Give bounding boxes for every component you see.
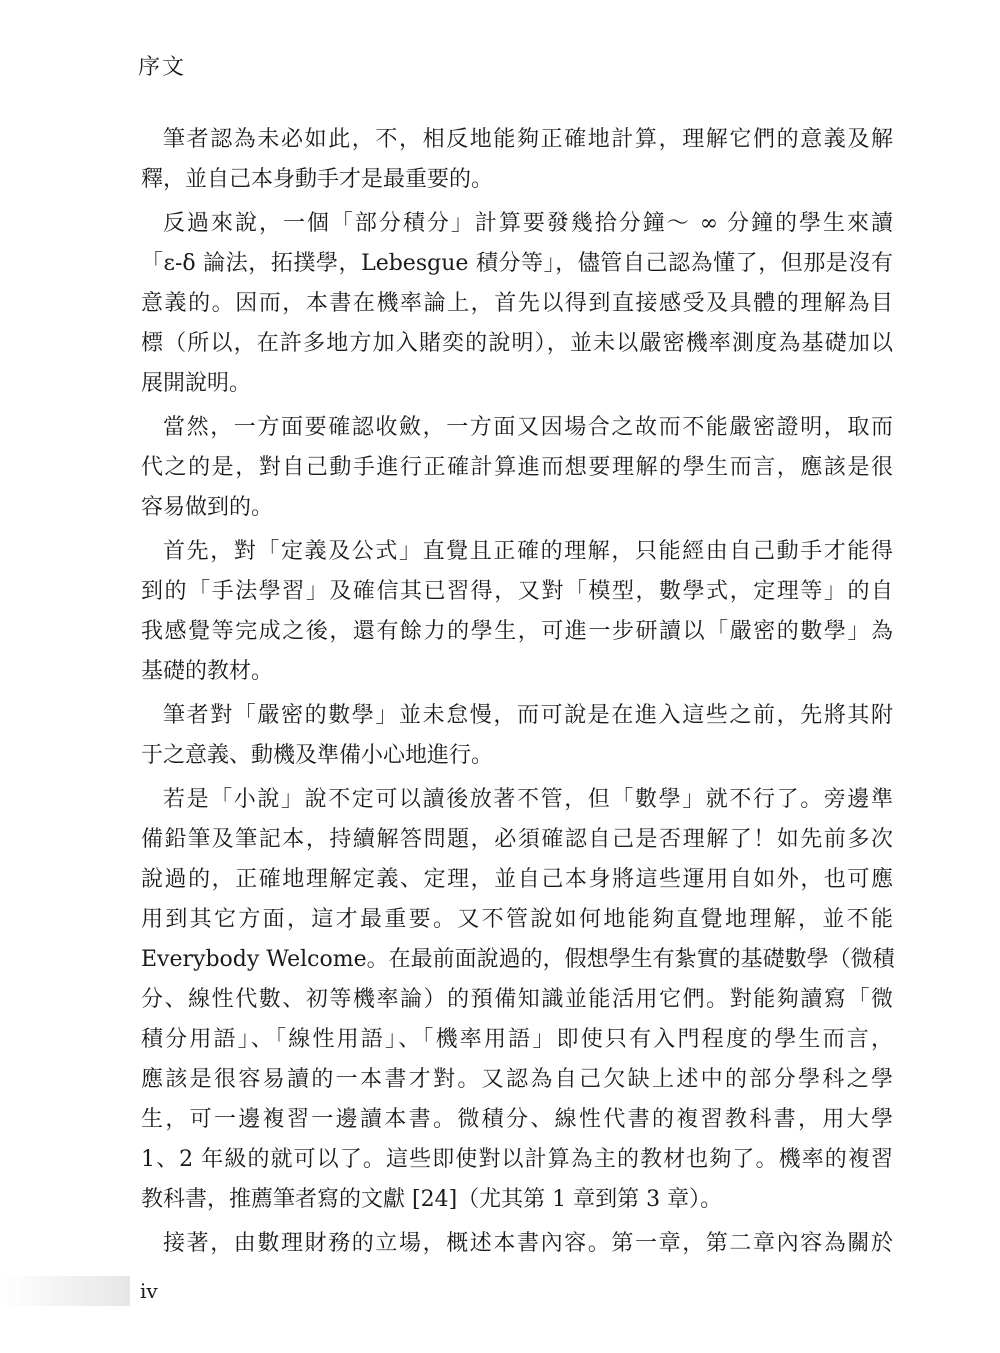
text-line: 于之意義、動機及準備小心地進行。 — [141, 743, 494, 768]
text-line: 備鉛筆及筆記本，持續解答問題，必須確認自己是否理解了！如先前多次 — [141, 827, 893, 852]
page-footer — [0, 1276, 1000, 1306]
text-line: 「ε-δ 論法，拓撲學，Lebesgue 積分等」，儘管自己認為懂了，但那是沒有 — [141, 251, 893, 276]
text-line: 容易做到的。 — [141, 495, 274, 520]
text-line: 意義的。因而，本書在機率論上，首先以得到直接感受及具體的理解為目 — [141, 291, 893, 316]
footer-bar — [0, 1276, 130, 1306]
text-line: 代之的是，對自己動手進行正確計算進而想要理解的學生而言，應該是很 — [141, 455, 893, 480]
text-line: 到的「手法學習」及確信其已習得，又對「模型，數學式，定理等」的自 — [141, 579, 893, 604]
paragraph — [141, 1224, 893, 1264]
text-line: 標（所以，在許多地方加入賭奕的說明），並未以嚴密機率測度為基礎加以 — [141, 331, 893, 356]
text-line: 基礎的教材。 — [141, 659, 274, 684]
body-text — [141, 120, 893, 1268]
page-header-title: 序文 — [138, 55, 187, 80]
text-line: 展開說明。 — [141, 371, 252, 396]
paragraph — [141, 696, 893, 776]
text-line: 筆者認為未必如此，不，相反地能夠正確地計算，理解它們的意義及解 — [163, 127, 893, 152]
page-number: iv — [140, 1279, 158, 1303]
text-line: 應該是很容易讀的一本書才對。又認為自己欠缺上述中的部分學科之學 — [141, 1067, 893, 1092]
text-line: 釋，並自己本身動手才是最重要的。 — [141, 167, 494, 192]
text-line: 當然，一方面要確認收斂，一方面又因場合之故而不能嚴密證明，取而 — [163, 415, 893, 440]
paragraph — [141, 408, 893, 528]
paragraph — [141, 780, 893, 1220]
text-line: 1、2 年級的就可以了。這些即使對以計算為主的教材也夠了。機率的複習 — [141, 1147, 893, 1172]
text-line: Everybody Welcome。在最前面說過的，假想學生有紮實的基礎數學（微積 — [141, 947, 895, 972]
text-line: 我感覺等完成之後，還有餘力的學生，可進一步研讀以「嚴密的數學」為 — [141, 619, 893, 644]
text-line: 用到其它方面，這才最重要。又不管說如何地能夠直覺地理解，並不能 — [141, 907, 893, 932]
text-line: 若是「小說」說不定可以讀後放著不管，但「數學」就不行了。旁邊準 — [163, 787, 893, 812]
text-line: 分、線性代數、初等機率論）的預備知識並能活用它們。對能夠讀寫「微 — [141, 987, 893, 1012]
text-line: 反過來說，一個「部分積分」計算要發幾拾分鐘～ ∞ 分鐘的學生來讀 — [163, 211, 893, 236]
text-line: 接著，由數理財務的立場，概述本書內容。第一章，第二章內容為關於 — [163, 1231, 893, 1256]
text-line: 首先，對「定義及公式」直覺且正確的理解，只能經由自己動手才能得 — [163, 539, 893, 564]
text-line: 說過的，正確地理解定義、定理，並自己本身將這些運用自如外，也可應 — [141, 867, 893, 892]
text-line: 教科書，推薦筆者寫的文獻 [24]（尤其第 1 章到第 3 章）。 — [141, 1187, 723, 1212]
paragraph — [141, 532, 893, 692]
text-line: 筆者對「嚴密的數學」並未怠慢，而可說是在進入這些之前，先將其附 — [163, 703, 893, 728]
paragraph — [141, 204, 893, 404]
paragraph — [141, 120, 893, 200]
text-line: 生，可一邊複習一邊讀本書。微積分、線性代書的複習教科書，用大學 — [141, 1107, 893, 1132]
text-line: 積分用語」、「線性用語」、「機率用語」即使只有入門程度的學生而言， — [141, 1027, 893, 1052]
